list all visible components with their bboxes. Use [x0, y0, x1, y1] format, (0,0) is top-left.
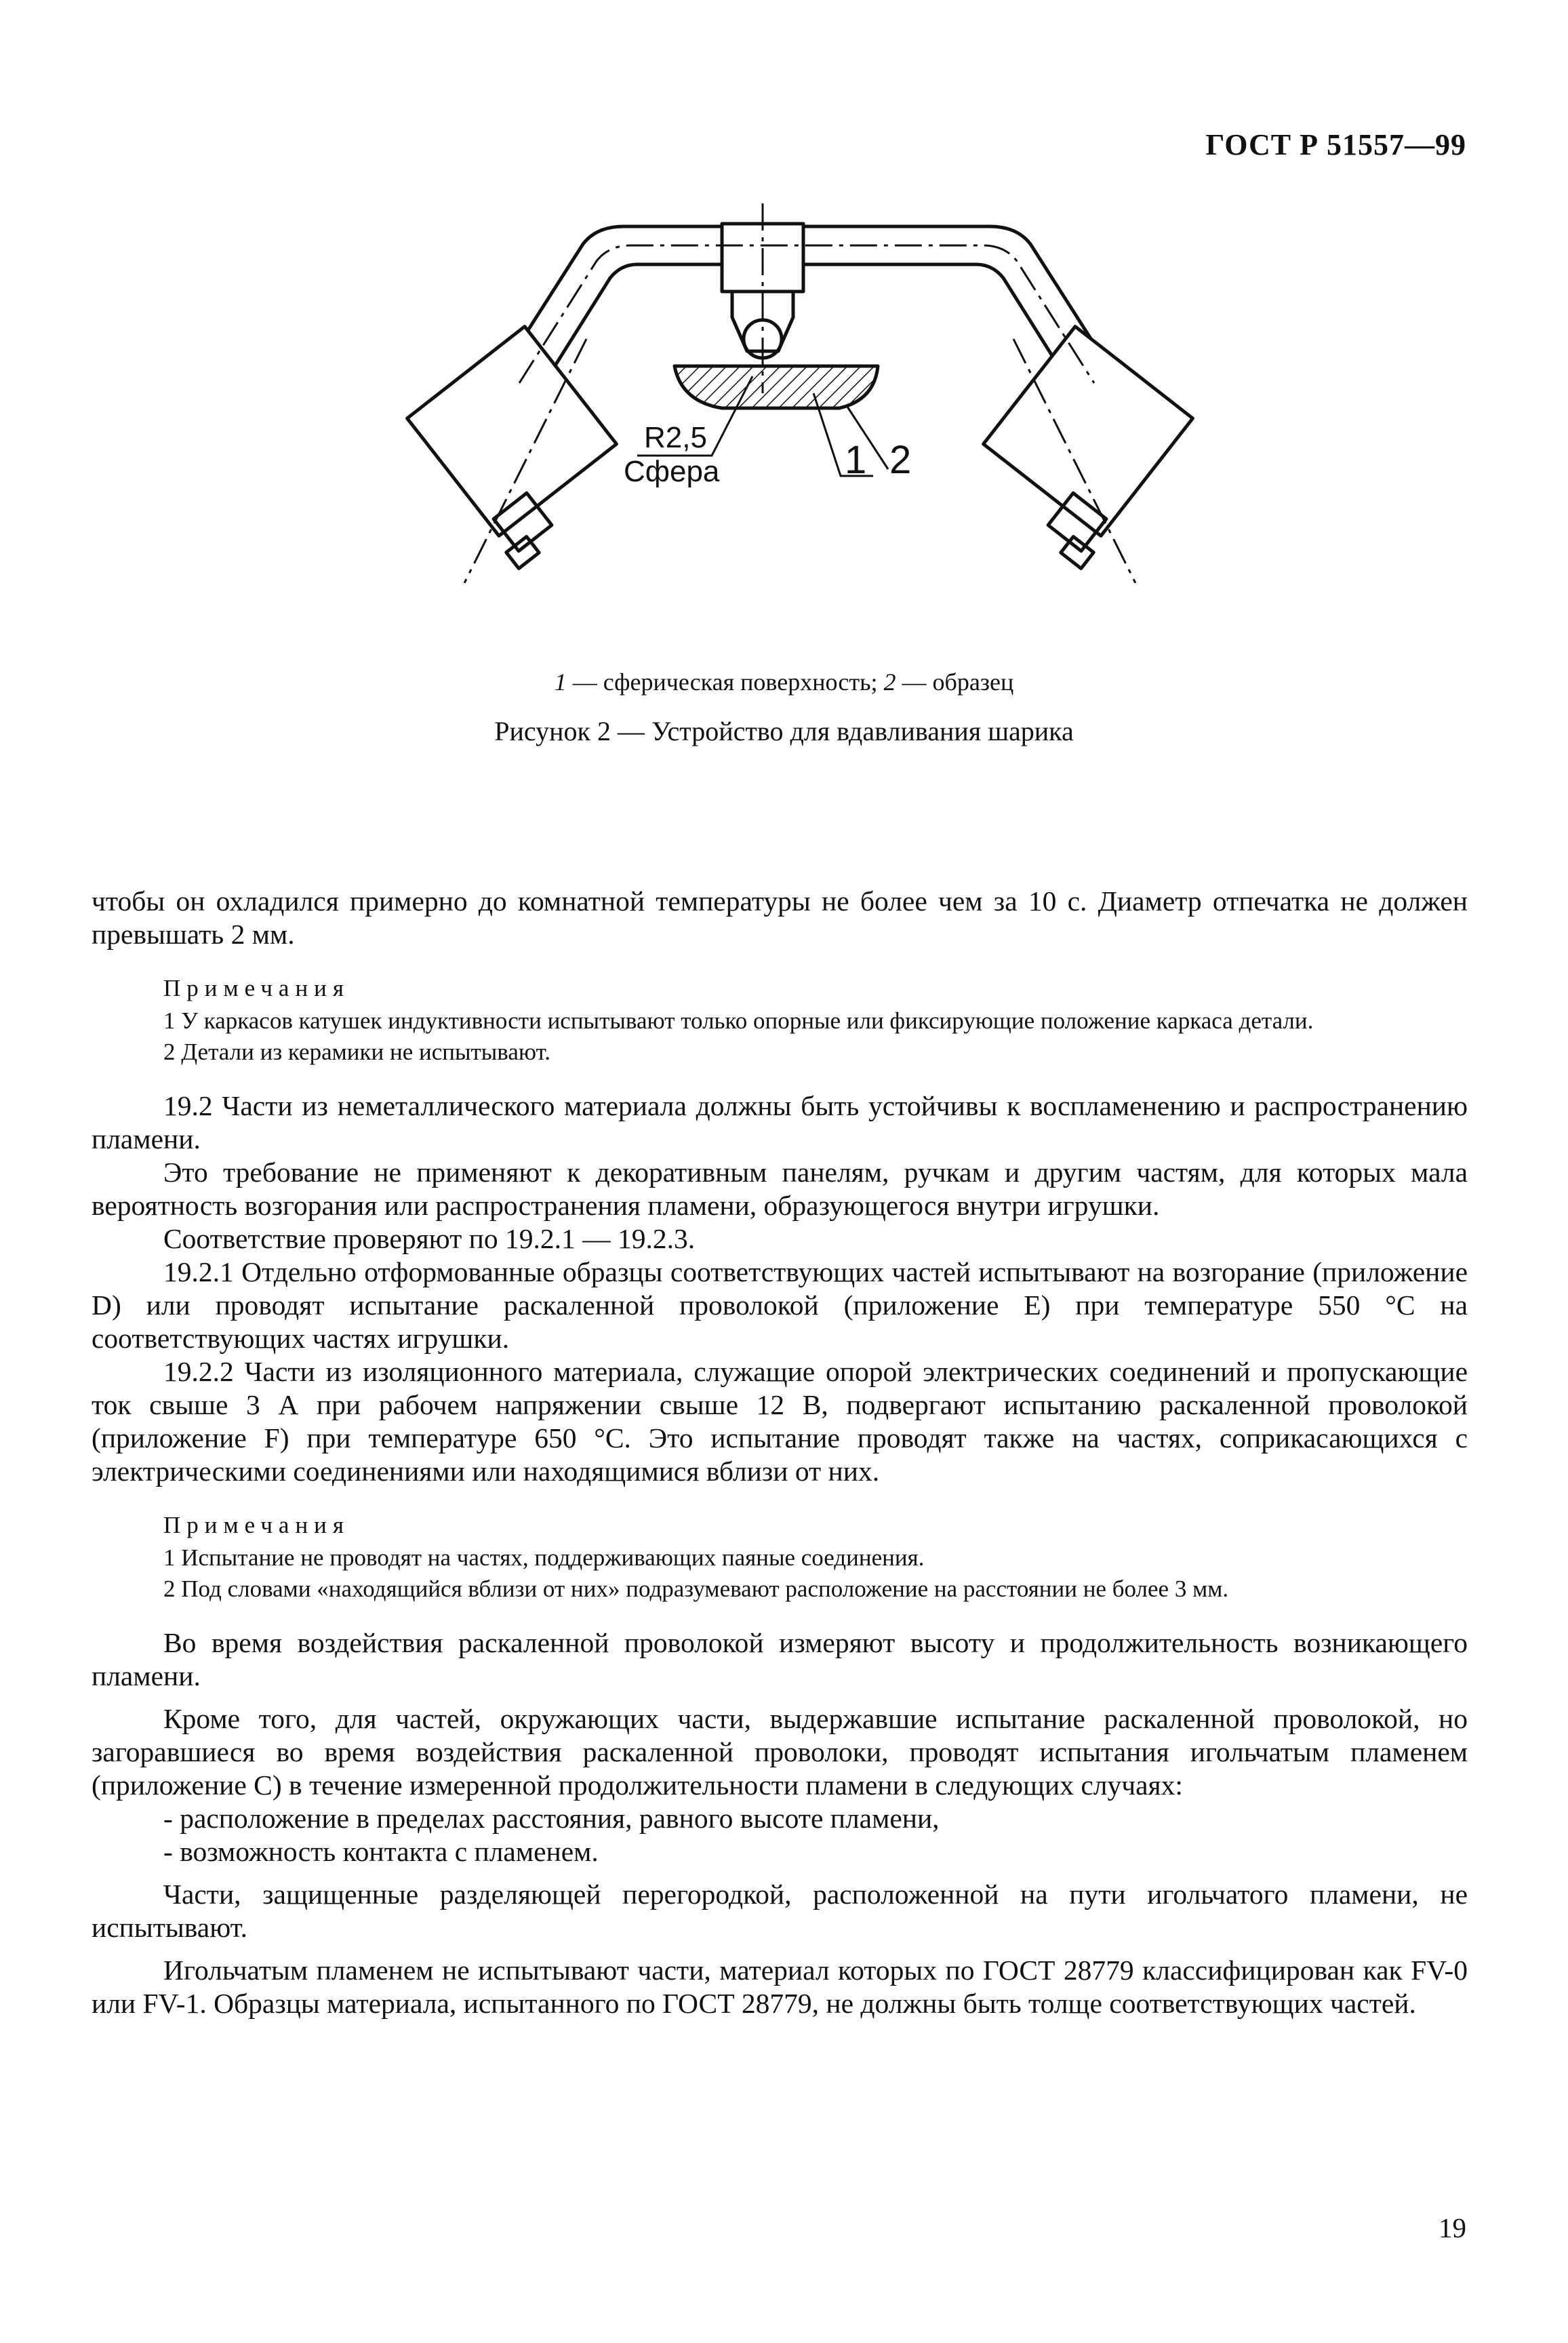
page-number: 19	[1439, 2212, 1466, 2243]
paragraph: 19.2.1 Отдельно отформованные образцы соответствующих частей испытывают на возгорание (приложение D) или проводят испытание раскаленной проволокой (приложение Е) при температуре 550 °С на соответствующих частях игрушки.	[92, 1256, 1468, 1354]
figure-caption: Рисунок 2 — Устройство для вдавливания шарика	[494, 716, 1074, 746]
paragraph: Кроме того, для частей, окружающих части, выдержавшие испытание раскаленной проволокой, но загоравшиеся во время воздействия раскаленной проволоки, проводят испытания игольчатым пламенем (приложение С) в течение измеренной продолжительности пламени в следующих случаях:	[92, 1703, 1468, 1801]
paragraph: Это требование не применяют к декоративным панелям, ручкам и другим частям, для которых мала вероятность возгорания или распространения пламени, образующегося внутри игрушки.	[92, 1157, 1468, 1221]
callout-2: 2	[889, 438, 912, 482]
paragraph: чтобы он охладился примерно до комнатной температуры не более чем за 10 с. Диаметр отпечатка не должен превышать 2 мм.	[92, 885, 1468, 950]
paragraph: 19.2 Части из неметаллического материала должны быть устойчивы к воспламенению и распространению пламени.	[92, 1090, 1468, 1155]
specimen	[675, 366, 878, 408]
sphere-label: Сфера	[624, 455, 720, 488]
notes-title: Примечания	[163, 1512, 350, 1538]
list-item: - возможность контакта с пламенем.	[163, 1836, 599, 1867]
paragraph: Игольчатым пламенем не испытывают части, материал которых по ГОСТ 28779 классифицирован как FV-0 или FV-1. Образцы материала, испытанного по ГОСТ 28779, не должны быть толще соответствующих частей.	[92, 1955, 1468, 2019]
list-item: - расположение в пределах расстояния, равного высоте пламени,	[163, 1803, 940, 1834]
figure-legend	[0, 668, 1568, 696]
note-item: 1 Испытание не проводят на частях, поддерживающих паяные соединения.	[163, 1544, 925, 1571]
paragraph: Соответствие проверяют по 19.2.1 — 19.2.3.	[163, 1223, 696, 1254]
paragraph: Части, защищенные разделяющей перегородкой, расположенной на пути игольчатого пламени, не испытывают.	[92, 1879, 1468, 1943]
legend-number-2: 2	[883, 668, 896, 696]
note-item: 2 Под словами «находящийся вблизи от них» подразумевают расположение на расстоянии не более 3 мм.	[163, 1576, 1229, 1602]
document-header: ГОСТ Р 51557—99	[1205, 128, 1466, 161]
paragraph: Во время воздействия раскаленной проволокой измеряют высоту и продолжительность возникающего пламени.	[92, 1627, 1468, 1691]
legend-text-1: — сферическая поверхность;	[566, 668, 884, 696]
legend-text-2: — образец	[896, 668, 1014, 696]
notes-title: Примечания	[163, 975, 350, 1001]
note-item: 2 Детали из керамики не испытывают.	[163, 1039, 551, 1065]
rod-outer-contour	[502, 226, 1112, 372]
legend-number-1: 1	[554, 668, 567, 696]
paragraph: 19.2.2 Части из изоляционного материала, служащие опорой электрических соединений и пропускающие ток свыше 3 А при рабочем напряжении свыше 12 В, подвергают испытанию раскаленной проволокой (приложение F) при температуре 650 °С. Это испытание проводят также на частях, соприкасающихся с электрическими соединениями или находящимися вблизи от них.	[92, 1356, 1468, 1487]
note-item: 1 У каркасов катушек индуктивности испытывают только опорные или фиксирующие положение каркаса детали.	[163, 1007, 1314, 1034]
body-text-block	[92, 885, 1468, 2020]
radius-label: R2,5	[644, 421, 707, 454]
callout-1: 1	[845, 438, 867, 482]
ball-pressure-device-figure	[285, 203, 1315, 583]
